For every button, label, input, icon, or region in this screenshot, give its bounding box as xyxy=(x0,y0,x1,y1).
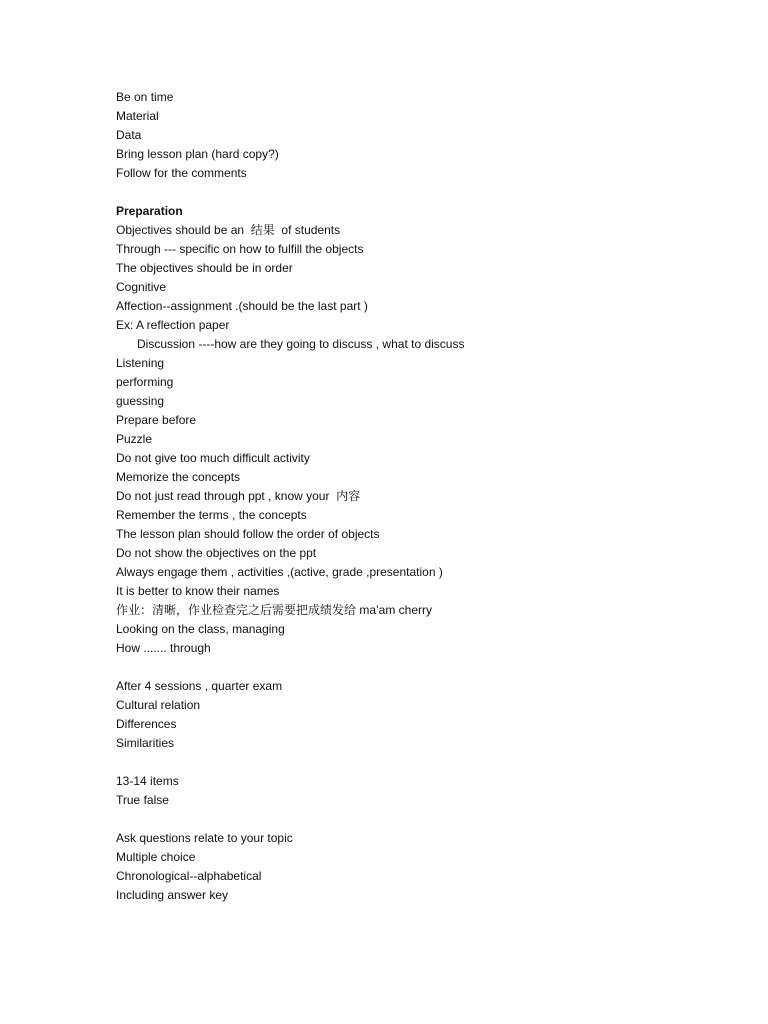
note-line: Ask questions relate to your topic xyxy=(116,831,293,845)
note-line: Cognitive xyxy=(116,280,167,294)
note-line: Multiple choice xyxy=(116,850,196,864)
note-line: Be on time xyxy=(116,90,174,104)
blank-line xyxy=(116,753,716,772)
note-line: Remember the terms , the concepts xyxy=(116,508,307,522)
note-line: Prepare before xyxy=(116,413,197,427)
note-line: Do not show the objectives on the ppt xyxy=(116,546,317,560)
note-line: Objectives should be an 结果 of students xyxy=(116,223,341,237)
note-line: Do not just read through ppt , know your 内容 xyxy=(116,489,361,503)
blank-line xyxy=(116,810,716,829)
note-line: Data xyxy=(116,128,142,142)
note-line: Always engage them , activities ,(active, grade ,presentation ) xyxy=(116,565,443,579)
note-line: True false xyxy=(116,793,169,807)
note-line: Do not give too much difficult activity xyxy=(116,451,310,465)
note-line: Cultural relation xyxy=(116,698,201,712)
note-line-indented: Discussion ----how are they going to discuss , what to discuss xyxy=(137,337,465,351)
note-line: Bring lesson plan (hard copy?) xyxy=(116,147,279,161)
note-line: Chronological--alphabetical xyxy=(116,869,262,883)
note-line: Listening xyxy=(116,356,165,370)
note-line: 13-14 items xyxy=(116,774,179,788)
note-line: guessing xyxy=(116,394,165,408)
note-line: Through --- specific on how to fulfill the objects xyxy=(116,242,364,256)
note-line: Material xyxy=(116,109,159,123)
note-line: Ex: A reflection paper xyxy=(116,318,230,332)
note-line: It is better to know their names xyxy=(116,584,280,598)
note-line: Similarities xyxy=(116,736,175,750)
note-line: performing xyxy=(116,375,174,389)
note-line: Memorize the concepts xyxy=(116,470,241,484)
section-heading-preparation: Preparation xyxy=(116,204,183,218)
note-line: Differences xyxy=(116,717,177,731)
note-line: The lesson plan should follow the order of objects xyxy=(116,527,380,541)
note-line: Affection--assignment .(should be the last part ) xyxy=(116,299,368,313)
document-body xyxy=(116,88,716,905)
note-line: Looking on the class, managing xyxy=(116,622,285,636)
note-line: How ....... through xyxy=(116,641,211,655)
note-line: Puzzle xyxy=(116,432,153,446)
note-line: 作业：清晰，作业检查完之后需要把成绩发给 ma’am cherry xyxy=(116,603,433,617)
blank-line xyxy=(116,658,716,677)
note-line: After 4 sessions , quarter exam xyxy=(116,679,283,693)
blank-line xyxy=(116,183,716,202)
note-line: The objectives should be in order xyxy=(116,261,293,275)
note-line: Follow for the comments xyxy=(116,166,247,180)
note-line: Including answer key xyxy=(116,888,229,902)
